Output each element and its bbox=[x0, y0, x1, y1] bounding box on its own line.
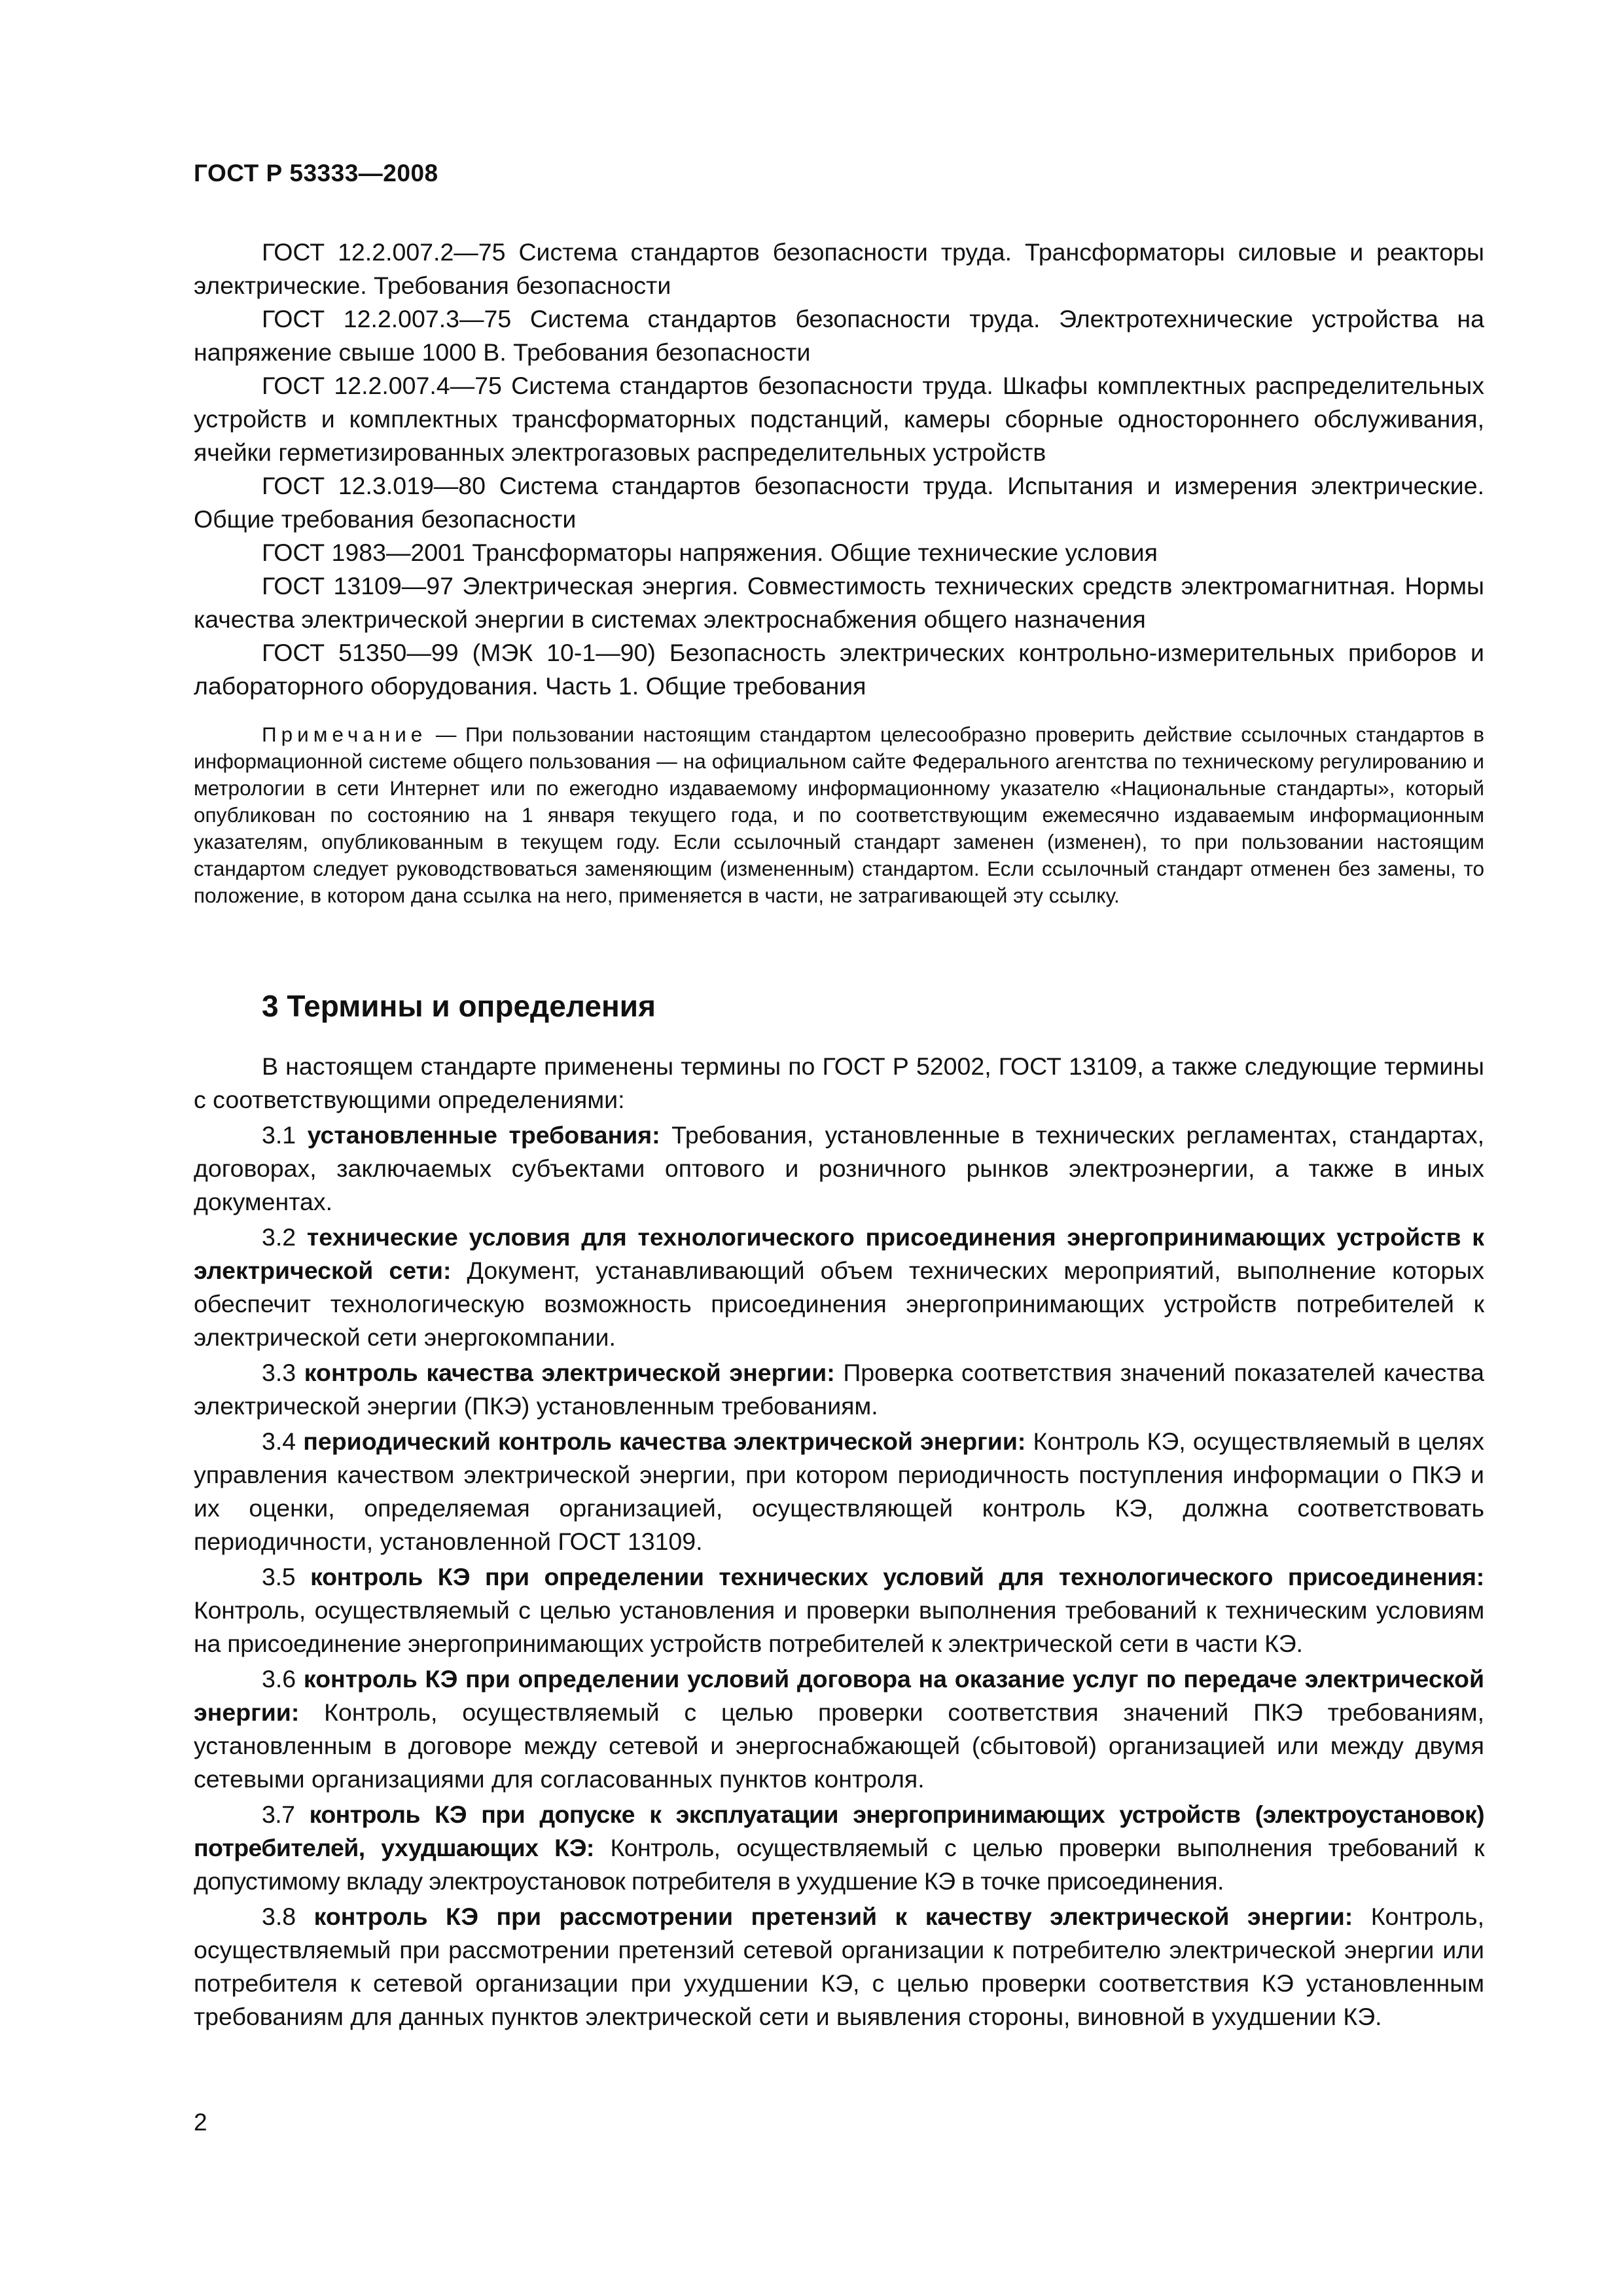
note-paragraph bbox=[194, 721, 1484, 909]
term-number: 3.3 bbox=[262, 1359, 296, 1386]
section-intro: В настоящем стандарте применены термины по ГОСТ Р 52002, ГОСТ 13109, а также следующие термины с соответствующими определениями: bbox=[194, 1052, 1484, 1113]
term-name: контроль КЭ при определении условий договора на оказание услуг по передаче электрической энергии: bbox=[194, 1665, 1484, 1726]
term-number: 3.8 bbox=[262, 1903, 296, 1930]
term-definition: Контроль, осуществляемый с целью установления и проверки выполнения требований к техническим условиям на присоединение энергопринимающих устройств потребителей к электрической сети в части КЭ. bbox=[194, 1596, 1484, 1657]
page-number: 2 bbox=[194, 2109, 207, 2136]
term-entry bbox=[194, 1221, 1484, 1354]
normative-references bbox=[194, 236, 1484, 703]
term-number: 3.1 bbox=[262, 1121, 296, 1149]
note-label: Примечание bbox=[262, 723, 427, 746]
term-definition: Контроль, осуществляемый с целью проверки соответствия значений ПКЭ требованиям, установленным в договоре между сетевой и энергоснабжающей (сбытовой) организацией или между двумя сетевыми организациями для согласованных пунктов контроля. bbox=[194, 1698, 1484, 1793]
reference-item: ГОСТ 12.2.007.3—75 Система стандартов безопасности труда. Электротехнические устройства на напряжение свыше 1000 В. Требования безопасности bbox=[194, 305, 1484, 366]
term-definition: Проверка соответствия значений показателей качества электрической энергии (ПКЭ) установленным требованиям. bbox=[194, 1359, 1485, 1420]
term-definition: Документ, устанавливающий объем технических мероприятий, выполнение которых обеспечит технологическую возможность присоединения энергопринимающих устройств потребителей к электрической сети энергокомпании. bbox=[194, 1257, 1484, 1351]
term-number: 3.5 bbox=[262, 1563, 296, 1590]
term-definition: Контроль КЭ, осуществляемый в целях управления качеством электрической энергии, при котором периодичность поступления информации о ПКЭ и их оценки, определяемая организацией, осуществляющей контроль КЭ, должна соответствовать периодичности, установленной ГОСТ 13109. bbox=[194, 1427, 1484, 1555]
reference-item: ГОСТ 1983—2001 Трансформаторы напряжения. Общие технические условия bbox=[262, 539, 1158, 566]
term-entry bbox=[194, 1662, 1484, 1796]
reference-item: ГОСТ 12.2.007.2—75 Система стандартов безопасности труда. Трансформаторы силовые и реакторы электрические. Требования безопасности bbox=[194, 238, 1484, 299]
term-entry bbox=[194, 1425, 1484, 1558]
term-name: технические условия для технологического присоединения энергопринимающих устройств к электрической сети: bbox=[194, 1223, 1484, 1284]
term-name: установленные требования: bbox=[307, 1121, 660, 1149]
terms-list bbox=[194, 1050, 1484, 2036]
term-number: 3.4 bbox=[262, 1427, 296, 1455]
term-name: контроль КЭ при рассмотрении претензий к качеству электрической энергии: bbox=[313, 1903, 1353, 1930]
term-entry bbox=[194, 1798, 1484, 1898]
section-title: 3 Термины и определения bbox=[262, 989, 656, 1023]
term-definition: Контроль, осуществляемый при рассмотрении претензий сетевой организации к потребителю электрической энергии или потребителя к сетевой организации при ухудшении КЭ, с целью проверки соответствия КЭ установленным требованиям для данных пунктов электрической сети и выявления стороны, виновной в ухудшении КЭ. bbox=[194, 1903, 1484, 2030]
term-number: 3.7 bbox=[262, 1801, 295, 1828]
term-entry bbox=[194, 1900, 1484, 2034]
reference-item: ГОСТ 13109—97 Электрическая энергия. Совместимость технических средств электромагнитная. Нормы качества электрической энергии в системах электроснабжения общего назначения bbox=[194, 572, 1484, 633]
term-entry bbox=[194, 1356, 1484, 1423]
term-name: контроль качества электрической энергии: bbox=[304, 1359, 835, 1386]
term-definition: Контроль, осуществляемый с целью проверки выполнения требований к допустимому вкладу электроустановок потребителя в ухудшение КЭ в точке присоединения. bbox=[194, 1834, 1484, 1895]
term-entry bbox=[194, 1560, 1484, 1660]
document-header: ГОСТ Р 53333—2008 bbox=[194, 160, 438, 187]
term-number: 3.6 bbox=[262, 1665, 296, 1693]
reference-item: ГОСТ 12.2.007.4—75 Система стандартов безопасности труда. Шкафы комплектных распределительных устройств и комплектных трансформаторных подстанций, камеры сборные одностороннего обслуживания, ячейки герметизированных электрогазовых распределительных устройств bbox=[194, 372, 1484, 466]
reference-item: ГОСТ 12.3.019—80 Система стандартов безопасности труда. Испытания и измерения электрические. Общие требования безопасности bbox=[194, 472, 1484, 533]
term-name: периодический контроль качества электрической энергии: bbox=[303, 1427, 1026, 1455]
term-name: контроль КЭ при допуске к эксплуатации энергопринимающих устройств (электроустановок) потребителей, ухудшающих КЭ: bbox=[194, 1801, 1484, 1861]
reference-item: ГОСТ 51350—99 (МЭК 10-1—90) Безопасность электрических контрольно-измерительных приборов и лабораторного оборудования. Часть 1. Общие требования bbox=[194, 639, 1484, 700]
term-definition: Требования, установленные в технических регламентах, стандартах, договорах, заключаемых субъектами оптового и розничного рынков электроэнергии, а также в иных документах. bbox=[194, 1121, 1484, 1215]
note-text: — При пользовании настоящим стандартом целесообразно проверить действие ссылочных стандартов в информационной системе общего пользования — на официальном сайте Федерального агентства по техническому регулированию и метрологии в сети Интернет или по ежегодно издаваемому информационному указателю «Национальные стандарты», который опубликован по состоянию на 1 января текущего года, и по соответствующим ежемесячно издаваемым информационным указателям, опубликованным в текущем году. Если ссылочный стандарт заменен (изменен), то при пользовании настоящим стандартом следует руководствоваться заменяющим (измененным) стандартом. Если ссылочный стандарт отменен без замены, то положение, в котором дана ссылка на него, применяется в части, не затрагивающей эту ссылку. bbox=[194, 723, 1484, 907]
term-name: контроль КЭ при определении технических условий для технологического присоединения: bbox=[310, 1563, 1485, 1590]
term-entry bbox=[194, 1119, 1484, 1219]
term-number: 3.2 bbox=[262, 1223, 296, 1251]
